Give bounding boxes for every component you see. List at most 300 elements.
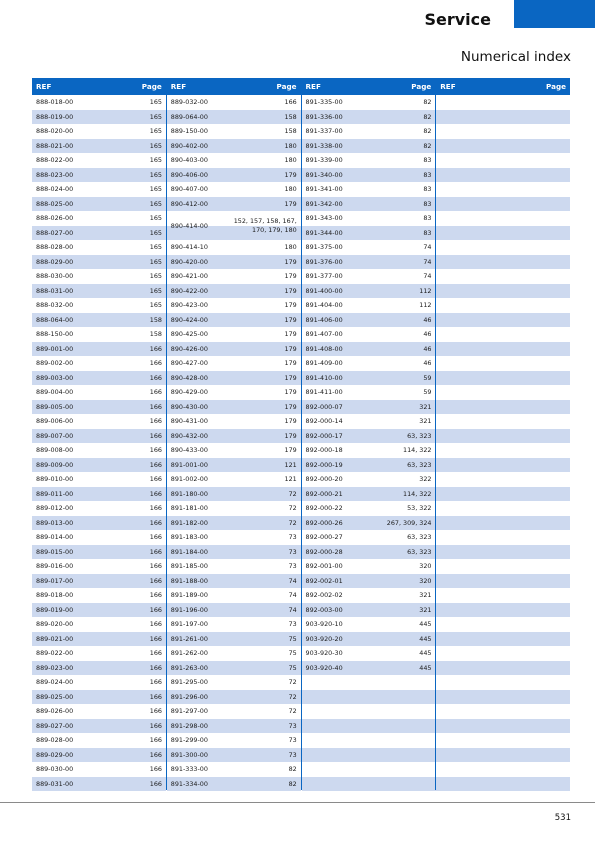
table-row [167,588,301,603]
table-row [32,487,166,502]
page-cell: 74 [288,605,297,614]
page-cell: 63, 323 [407,431,432,440]
table-row [302,777,436,792]
ref-cell: 889-027-00 [36,721,74,730]
page-cell: 74 [423,257,432,266]
table-row [436,124,570,139]
page-cell: 166 [149,417,162,426]
ref-cell: 892-002-01 [305,576,343,585]
page-cell: 158 [149,330,162,339]
page-cell: 46 [423,315,432,324]
page-subtitle: Numerical index [460,49,571,65]
ref-cell: 891-184-00 [170,547,208,556]
table-row [32,530,166,545]
ref-cell: 888-018-00 [36,98,74,107]
page-cell: 165 [149,243,162,252]
table-row [436,269,570,284]
page-cell: 166 [149,750,162,759]
ref-cell: 892-000-20 [305,475,343,484]
ref-cell: 890-424-00 [170,315,208,324]
page-cell: 73 [288,562,297,571]
table-row [32,472,166,487]
ref-cell: 891-196-00 [170,605,208,614]
header-page-label: Page [546,82,566,91]
ref-cell: 890-422-00 [170,286,208,295]
table-row [436,443,570,458]
page-cell: 82 [423,98,432,107]
page-cell: 179 [284,344,297,353]
page-cell: 63, 323 [407,533,432,542]
page-cell: 83 [423,156,432,165]
table-row [302,443,436,458]
table-row [167,153,301,168]
table-row [32,414,166,429]
page-cell: 74 [423,272,432,281]
ref-cell: 892-001-00 [305,562,343,571]
ref-cell: 888-150-00 [36,330,74,339]
table-row [167,690,301,705]
ref-cell: 891-337-00 [305,127,343,136]
table-row [167,342,301,357]
page-number: 531 [554,813,571,823]
ref-cell: 888-019-00 [36,112,74,121]
ref-cell: 889-021-00 [36,634,74,643]
page-cell: 165 [149,141,162,150]
table-row [436,748,570,763]
table-row [436,400,570,415]
table-row [32,226,166,241]
ref-cell: 889-020-00 [36,620,74,629]
ref-cell: 891-404-00 [305,301,343,310]
table-row [302,487,436,502]
table-row [436,646,570,661]
ref-cell: 890-407-00 [170,185,208,194]
table-row [302,255,436,270]
table-row [302,110,436,125]
table-row [167,168,301,183]
table-row [167,182,301,197]
table-row [302,284,436,299]
page-cell: 166 [149,721,162,730]
table-row [436,327,570,342]
page-cell: 72 [288,504,297,513]
table-row [302,661,436,676]
table-row [167,748,301,763]
page-cell: 165 [149,170,162,179]
ref-cell: 889-026-00 [36,707,74,716]
table-row [436,762,570,777]
ref-cell: 891-335-00 [305,98,343,107]
table-row [167,675,301,690]
ref-cell: 889-010-00 [36,475,74,484]
page-cell: 166 [149,489,162,498]
table-row [32,574,166,589]
table-row [302,356,436,371]
ref-cell: 892-000-27 [305,533,343,542]
ref-cell: 890-430-00 [170,402,208,411]
ref-cell: 892-000-14 [305,417,343,426]
ref-cell: 888-021-00 [36,141,74,150]
ref-cell: 889-023-00 [36,663,74,672]
page-cell: 72 [288,678,297,687]
ref-cell: 889-006-00 [36,417,74,426]
table-row [32,240,166,255]
page-cell: 73 [288,736,297,745]
page-cell: 445 [419,663,432,672]
table-row [302,327,436,342]
table-row [32,168,166,183]
table-row [302,240,436,255]
header-page-label: Page [276,82,297,91]
page-cell: 73 [288,750,297,759]
ref-cell: 891-333-00 [170,765,208,774]
table-row [167,704,301,719]
ref-cell: 891-300-00 [170,750,208,759]
page-cell: 267, 309, 324 [386,518,432,527]
table-row [32,284,166,299]
table-row [302,139,436,154]
table-row [167,632,301,647]
page-cell: 82 [423,112,432,121]
page-cell: 179 [284,431,297,440]
table-row [302,574,436,589]
ref-cell: 891-182-00 [170,518,208,527]
ref-cell: 891-261-00 [170,634,208,643]
page-cell: 179 [284,359,297,368]
page-cell: 75 [288,663,297,672]
table-row [302,632,436,647]
ref-cell: 890-402-00 [170,141,208,150]
brand-bar [514,0,595,28]
page-cell: 166 [149,460,162,469]
table-row [32,139,166,154]
ref-cell: 891-299-00 [170,736,208,745]
table-row [436,777,570,792]
table-row [32,197,166,212]
ref-cell: 889-014-00 [36,533,74,542]
table-row [302,429,436,444]
table-row [302,95,436,110]
page-cell: 320 [419,576,432,585]
ref-cell: 889-003-00 [36,373,74,382]
page-cell [234,217,297,235]
page-cell: 165 [149,112,162,121]
table-row [302,153,436,168]
table-row [302,603,436,618]
page-cell: 165 [149,214,162,223]
page-cell: 83 [423,214,432,223]
ref-cell: 892-000-28 [305,547,343,556]
column-header [32,78,166,95]
ref-cell: 888-029-00 [36,257,74,266]
table-row [167,269,301,284]
ref-cell: 891-263-00 [170,663,208,672]
table-row [302,690,436,705]
table-row [302,269,436,284]
page-cell: 75 [288,649,297,658]
ref-cell: 890-406-00 [170,170,208,179]
table-row [167,124,301,139]
page-cell: 179 [284,199,297,208]
page-cell: 166 [149,736,162,745]
table-row [436,545,570,560]
page-cell: 72 [288,692,297,701]
table-row [436,530,570,545]
index-column [32,78,166,790]
table-row [32,646,166,661]
page-cell: 112 [419,301,432,310]
table-row [32,516,166,531]
header-page-label: Page [141,82,162,91]
ref-cell: 890-433-00 [170,446,208,455]
table-row [302,124,436,139]
page-cell: 179 [284,301,297,310]
ref-cell: 889-007-00 [36,431,74,440]
table-row [167,443,301,458]
ref-cell: 891-297-00 [170,707,208,716]
page-cell: 180 [284,141,297,150]
table-row [302,719,436,734]
page-cell: 166 [149,533,162,542]
page-cell: 321 [419,591,432,600]
ref-cell: 891-298-00 [170,721,208,730]
table-row [302,617,436,632]
page-cell: 83 [423,170,432,179]
table-row [302,342,436,357]
ref-cell: 891-262-00 [170,649,208,658]
page-cell: 166 [149,359,162,368]
ref-cell: 890-421-00 [170,272,208,281]
page-cell: 445 [419,620,432,629]
ref-cell: 888-027-00 [36,228,74,237]
table-row [167,501,301,516]
table-row [436,617,570,632]
column-header [436,78,570,95]
page-cell: 166 [284,98,297,107]
table-row [32,342,166,357]
table-row [167,516,301,531]
ref-cell: 891-375-00 [305,243,343,252]
table-row [436,472,570,487]
page-cell: 166 [149,605,162,614]
table-row [436,632,570,647]
page-cell: 83 [423,228,432,237]
table-row [167,110,301,125]
table-row [167,414,301,429]
page-cell: 46 [423,344,432,353]
table-row [32,182,166,197]
ref-cell: 890-403-00 [170,156,208,165]
page-cell: 72 [288,707,297,716]
table-row [436,501,570,516]
index-column [435,78,570,790]
page-cell: 166 [149,504,162,513]
page-cell: 166 [149,475,162,484]
page-cell: 166 [149,678,162,687]
table-row [302,472,436,487]
ref-cell: 889-022-00 [36,649,74,658]
table-row [32,269,166,284]
page-cell: 82 [423,141,432,150]
ref-cell: 889-028-00 [36,736,74,745]
table-row [32,719,166,734]
page-cell: 53, 322 [407,504,432,513]
page-cell: 165 [149,98,162,107]
ref-cell: 888-032-00 [36,301,74,310]
table-row [32,211,166,226]
ref-cell: 892-000-19 [305,460,343,469]
table-row [436,153,570,168]
table-row [302,733,436,748]
ref-cell: 903-920-20 [305,634,343,643]
table-row [436,516,570,531]
table-row [167,371,301,386]
ref-cell: 891-340-00 [305,170,343,179]
page-cell: 63, 323 [407,547,432,556]
ref-cell: 888-024-00 [36,185,74,194]
page-cell: 179 [284,170,297,179]
ref-cell: 891-185-00 [170,562,208,571]
ref-cell: 890-428-00 [170,373,208,382]
ref-cell: 890-426-00 [170,344,208,353]
ref-cell: 889-018-00 [36,591,74,600]
ref-cell: 891-336-00 [305,112,343,121]
page-cell: 165 [149,199,162,208]
ref-cell: 888-031-00 [36,286,74,295]
table-row [436,168,570,183]
page-cell: 166 [149,765,162,774]
table-row [167,211,301,240]
table-row [167,777,301,792]
table-row [302,762,436,777]
page-cell: 166 [149,446,162,455]
table-row [436,197,570,212]
page-cell: 445 [419,634,432,643]
page-cell: 179 [284,417,297,426]
page-cell: 74 [288,576,297,585]
page-cell: 179 [284,402,297,411]
page-cell: 179 [284,315,297,324]
page-cell: 59 [423,388,432,397]
ref-cell: 889-017-00 [36,576,74,585]
ref-cell: 889-011-00 [36,489,74,498]
table-row [302,516,436,531]
table-row [167,385,301,400]
table-row [436,211,570,226]
table-row [302,182,436,197]
ref-cell: 891-377-00 [305,272,343,281]
table-row [167,139,301,154]
ref-cell: 888-064-00 [36,315,74,324]
ref-cell: 892-002-02 [305,591,343,600]
page-cell: 179 [284,272,297,281]
table-row [302,458,436,473]
table-row [436,110,570,125]
table-row [32,704,166,719]
page-cell: 321 [419,402,432,411]
page-cell: 179 [284,257,297,266]
ref-cell: 888-028-00 [36,243,74,252]
table-row [167,356,301,371]
page-cell: 179 [284,446,297,455]
ref-cell: 888-030-00 [36,272,74,281]
page-cell: 82 [288,765,297,774]
ref-cell: 890-420-00 [170,257,208,266]
table-row [167,617,301,632]
page-cell: 158 [149,315,162,324]
page-cell: 73 [288,620,297,629]
page-cell: 165 [149,127,162,136]
page-cell: 121 [284,460,297,469]
ref-cell: 889-029-00 [36,750,74,759]
table-row [167,400,301,415]
table-row [167,327,301,342]
table-row [32,255,166,270]
table-row [436,240,570,255]
table-row [32,617,166,632]
table-row [302,400,436,415]
table-row [436,588,570,603]
table-row [167,429,301,444]
ref-cell: 889-016-00 [36,562,74,571]
page-cell: 82 [423,127,432,136]
table-row [302,675,436,690]
ref-cell: 888-020-00 [36,127,74,136]
page-cell: 158 [284,127,297,136]
table-row [32,95,166,110]
ref-cell: 892-000-22 [305,504,343,513]
table-row [32,124,166,139]
table-row [302,226,436,241]
page-cell: 114, 322 [403,446,432,455]
ref-cell: 891-001-00 [170,460,208,469]
page-cell: 158 [284,112,297,121]
table-row [302,545,436,560]
numerical-index-table [32,78,570,790]
ref-cell: 889-015-00 [36,547,74,556]
page-cell-line: 170, 179, 180 [252,225,297,234]
section-title: Service [424,10,491,29]
ref-cell: 889-005-00 [36,402,74,411]
page-cell: 165 [149,156,162,165]
ref-cell: 891-408-00 [305,344,343,353]
ref-cell: 890-425-00 [170,330,208,339]
table-row [32,298,166,313]
table-row [436,342,570,357]
ref-cell: 890-412-00 [170,199,208,208]
ref-cell: 888-023-00 [36,170,74,179]
ref-cell: 891-296-00 [170,692,208,701]
ref-cell: 889-032-00 [170,98,208,107]
ref-cell: 891-407-00 [305,330,343,339]
table-row [32,110,166,125]
ref-cell: 891-342-00 [305,199,343,208]
page-cell: 72 [288,489,297,498]
index-column [166,78,301,790]
table-row [32,385,166,400]
table-row [167,559,301,574]
table-row [436,719,570,734]
table-row [167,95,301,110]
table-row [32,458,166,473]
table-row [436,733,570,748]
table-row [302,211,436,226]
table-row [32,588,166,603]
table-row [436,414,570,429]
table-row [302,704,436,719]
table-row [302,197,436,212]
table-row [436,690,570,705]
